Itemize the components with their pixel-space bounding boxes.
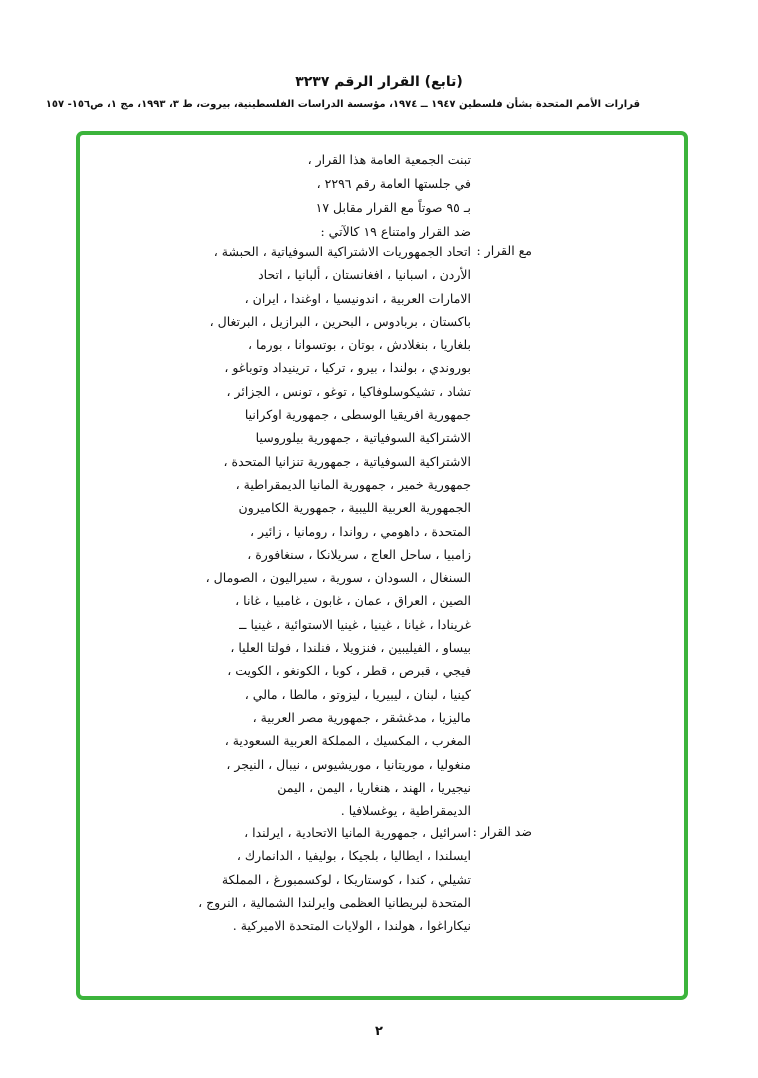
votes-for-line: الديمقراطية ، يوغسلافيا . [340,803,471,819]
votes-against-line: ايسلندا ، ايطاليا ، بلجيكا ، بوليفيا ، الدانمارك ، [236,848,471,864]
votes-for-list [206,240,471,822]
votes-for-line: المغرب ، المكسيك ، المملكة العربية السعودية ، [224,733,471,749]
page-title: (تابع) القرار الرقم ٣٢٣٧ [295,74,463,90]
votes-for-line: باكستان ، بربادوس ، البحرين ، البرازيل ، البرتغال ، [209,313,471,329]
votes-for-line: جمهورية افريقيا الوسطى ، جمهورية اوكرانيا [244,407,471,423]
votes-for-line: جمهورية خمير ، جمهورية المانيا الديمقراطية ، [235,476,471,492]
votes-against-label: ضد القرار : [472,824,532,839]
votes-for-line: الامارات العربية ، اندونيسيا ، اوغندا ، ايران ، [244,290,471,306]
votes-for-line: السنغال ، السودان ، سورية ، سيراليون ، الصومال ، [205,570,471,586]
votes-for-line: الجمهورية العربية الليبية ، جمهورية الكاميرون [238,500,471,516]
votes-for-line: ماليزيا ، مدغشقر ، جمهورية مصر العربية ، [252,709,471,725]
intro-line: تبنت الجمعية العامة هذا القرار ، [307,152,471,167]
votes-against-line: المتحدة لبريطانيا العظمى وايرلندا الشمالية ، النروج ، [198,894,471,910]
votes-for-line: الأردن ، اسبانيا ، افغانستان ، ألبانيا ، اتحاد [258,267,471,283]
votes-for-line: زامبيا ، ساحل العاج ، سريلانكا ، سنغافورة ، [247,546,471,562]
source-citation: قرارات الأمم المتحدة بشأن فلسطين ١٩٤٧ ــ ١٩٧٤، مؤسسة الدراسات الفلسطينية، بيروت، ط ٣، ١٩٩٣، مج ١، ص١٥٦- ١٥٧ [45,99,640,110]
votes-for-line: بيساو ، الفيليبين ، فنزويلا ، فنلندا ، فولتا العليا ، [230,640,471,656]
votes-for-line: تشاد ، تشيكوسلوفاكيا ، توغو ، تونس ، الجزائر ، [226,383,471,399]
votes-for-line: غرينادا ، غيانا ، غينيا ، غينيا الاستوائية ، غينيا ــ [239,616,471,632]
votes-against-list [198,821,471,937]
votes-for-line: الاشتراكية السوفياتية ، جمهورية تنزانيا المتحدة ، [223,453,471,469]
votes-for-label: مع القرار : [476,243,532,258]
intro-line: في جلستها العامة رقم ٢٢٩٦ ، [316,176,471,191]
votes-for-line: المتحدة ، داهومي ، رواندا ، رومانيا ، زائير ، [250,523,471,539]
intro-line: بـ ٩٥ صوتاً مع القرار مقابل ١٧ [315,200,471,215]
votes-for-line: منغوليا ، موريتانيا ، موريشيوس ، نيبال ، النيجر ، [226,756,471,772]
votes-against-line: نيكاراغوا ، هولندا ، الولايات المتحدة الاميركية . [232,918,471,934]
votes-against-line: اسرائيل ، جمهورية المانيا الاتحادية ، ايرلندا ، [244,825,471,840]
votes-for-line: بوروندي ، بولندا ، بيرو ، تركيا ، ترينيداد وتوباغو ، [224,360,471,376]
page-number: ٢ [375,1024,383,1039]
votes-for-line: نيجيريا ، الهند ، هنغاريا ، اليمن ، اليمن [277,779,471,795]
votes-for-line: كينيا ، لبنان ، ليبيريا ، ليزوتو ، مالطا ، مالي ، [244,686,471,702]
votes-for-line: اتحاد الجمهوريات الاشتراكية السوفياتية ، الحبشة ، [213,244,471,259]
intro-paragraph [271,148,471,244]
votes-for-line: بلغاريا ، بنغلادش ، بوتان ، بوتسوانا ، بورما ، [248,337,471,353]
votes-for-line: الاشتراكية السوفياتية ، جمهورية بيلوروسيا [255,430,471,446]
intro-line: ضد القرار وامتناع ١٩ كالآتي : [320,224,471,239]
votes-for-line: فيجي ، قبرص ، قطر ، كوبا ، الكونغو ، الكويت ، [227,663,471,679]
votes-against-line: تشيلي ، كندا ، كوستاريكا ، لوكسمبورغ ، المملكة [221,871,471,887]
votes-for-line: الصين ، العراق ، عمان ، غابون ، غامبيا ، غانا ، [235,593,471,609]
